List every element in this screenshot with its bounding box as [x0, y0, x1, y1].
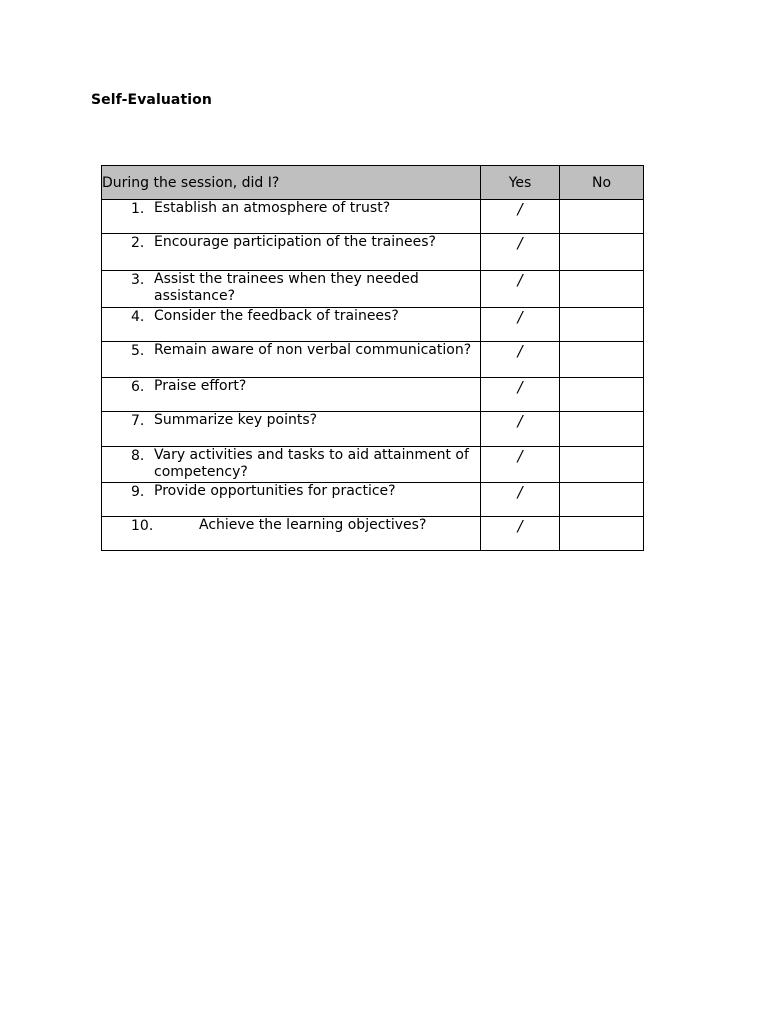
question-column-header: During the session, did I?	[102, 166, 481, 200]
self-evaluation-table	[101, 165, 644, 551]
table-row	[102, 308, 644, 342]
question-number: 10.	[131, 518, 154, 534]
question-text: Encourage participation of the trainees?	[154, 234, 436, 250]
no-check-cell	[560, 308, 644, 342]
question-text: Establish an atmosphere of trust?	[154, 200, 391, 216]
no-column-header: No	[560, 166, 644, 200]
yes-check-cell: /	[481, 412, 560, 447]
no-check-cell	[560, 447, 644, 483]
question-cell	[102, 200, 481, 234]
question-cell	[102, 447, 481, 483]
no-check-cell	[560, 234, 644, 271]
no-check-cell	[560, 483, 644, 517]
yes-check-cell: /	[481, 234, 560, 271]
question-number: 8.	[131, 448, 145, 464]
yes-check-cell: /	[481, 517, 560, 551]
no-check-cell	[560, 412, 644, 447]
question-cell	[102, 378, 481, 412]
question-text: Assist the trainees when they needed assistance?	[154, 271, 419, 304]
no-check-cell	[560, 342, 644, 378]
question-cell	[102, 308, 481, 342]
table-row	[102, 517, 644, 551]
question-cell	[102, 271, 481, 308]
yes-check-cell: /	[481, 447, 560, 483]
question-cell	[102, 234, 481, 271]
table-row	[102, 412, 644, 447]
question-text: Praise effort?	[154, 378, 247, 394]
table-row	[102, 378, 644, 412]
question-cell	[102, 342, 481, 378]
page-title: Self-Evaluation	[91, 92, 212, 108]
table-row	[102, 483, 644, 517]
no-check-cell	[560, 378, 644, 412]
yes-check-cell: /	[481, 342, 560, 378]
question-text: Achieve the learning objectives?	[199, 517, 427, 533]
no-check-cell	[560, 200, 644, 234]
question-number: 3.	[131, 272, 145, 288]
yes-check-cell: /	[481, 378, 560, 412]
question-text: Vary activities and tasks to aid attainment of competency?	[154, 447, 469, 480]
table-row	[102, 342, 644, 378]
question-number: 4.	[131, 309, 145, 325]
table-header-row	[102, 166, 644, 200]
question-text: Summarize key points?	[154, 412, 318, 428]
no-check-cell	[560, 517, 644, 551]
yes-check-cell: /	[481, 308, 560, 342]
question-number: 2.	[131, 235, 145, 251]
yes-check-cell: /	[481, 271, 560, 308]
question-number: 1.	[131, 201, 145, 217]
question-text: Provide opportunities for practice?	[154, 483, 396, 499]
yes-check-cell: /	[481, 200, 560, 234]
question-cell	[102, 483, 481, 517]
question-cell	[102, 412, 481, 447]
no-check-cell	[560, 271, 644, 308]
question-number: 5.	[131, 343, 145, 359]
table-row	[102, 271, 644, 308]
table-row	[102, 234, 644, 271]
question-number: 7.	[131, 413, 145, 429]
question-number: 6.	[131, 379, 145, 395]
question-number: 9.	[131, 484, 145, 500]
question-text: Remain aware of non verbal communication?	[154, 342, 472, 358]
question-cell	[102, 517, 481, 551]
question-text: Consider the feedback of trainees?	[154, 308, 399, 324]
table-row	[102, 200, 644, 234]
table-row	[102, 447, 644, 483]
yes-column-header: Yes	[481, 166, 560, 200]
yes-check-cell: /	[481, 483, 560, 517]
